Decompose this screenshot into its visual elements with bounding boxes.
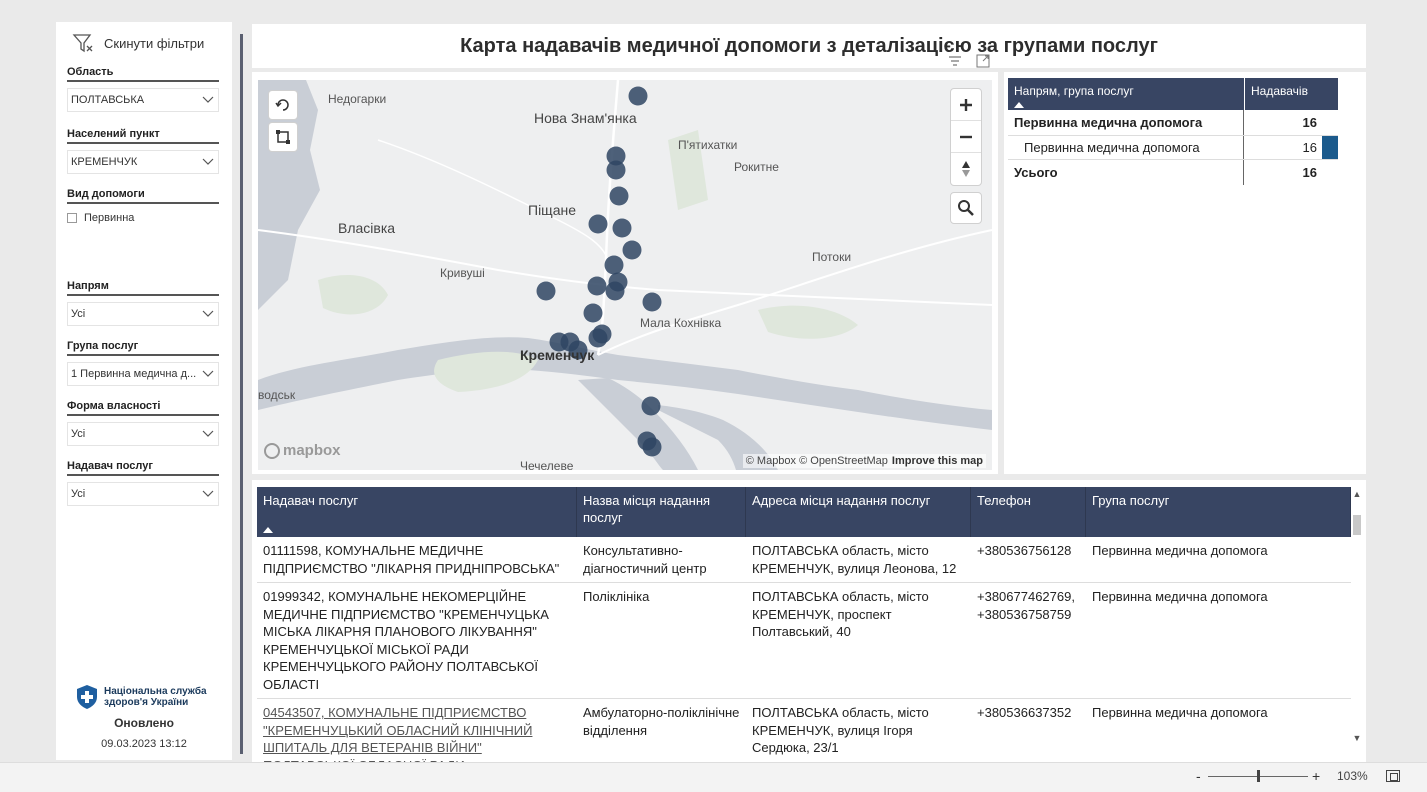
filter-sidebar [56,22,232,760]
provider-point[interactable] [643,438,662,457]
rotate-icon [275,97,291,113]
cell-provider: 01999342, КОМУНАЛЬНЕ НЕКОМЕРЦІЙНЕ МЕДИЧНЕ ПІДПРИЄМСТВО "КРЕМЕНЧУЦЬКА МІСЬКА ЛІКАРНЯ ПЛАНОВОГО ЛІКУВАННЯ" КРЕМЕНЧУЦЬКОЇ МІСЬКОЇ РАДИ КРЕМЕНЧУЦЬКОГО РАЙОНУ ПОЛТАВСЬКОЇ ОБЛАСТІ [263,589,549,692]
chevron-down-icon [202,310,214,318]
mapbox-icon [264,443,280,459]
fit-to-page-icon[interactable] [1386,770,1400,782]
logo-text: Національна служба здоров'я України [104,686,207,708]
provider-point[interactable] [605,256,624,275]
cell-provider: 01111598, КОМУНАЛЬНЕ МЕДИЧНЕ ПІДПРИЄМСТВО "ЛІКАРНЯ ПРИДНІПРОВСЬКА" [263,543,560,576]
cell-address: ПОЛТАВСЬКА область, місто КРЕМЕНЧУК, вулиця Ігоря Сердюка, 23/1 [752,705,929,755]
slicer-provider [67,460,219,506]
slicer-settlement [67,128,219,174]
provider-point[interactable] [589,329,608,348]
provider-value: Усі [71,488,86,500]
attribution-text: © Mapbox © OpenStreetMap [745,455,888,467]
chevron-down-icon [202,96,214,104]
slicer-care-type-title: Вид допомоги [67,188,219,204]
summary-visual [1004,72,1366,474]
summary-row-bar-empty [1322,110,1338,135]
chevron-down-icon [202,158,214,166]
slicer-direction-title: Напрям [67,280,219,296]
chevron-down-icon [202,370,214,378]
summary-row-bar-empty [1322,160,1338,185]
cell-phone: +380677462769, +380536758759 [977,589,1075,622]
cell-place: Амбулаторно-поліклінічне відділення [583,705,740,738]
improve-map-link[interactable]: Improve this map [891,455,983,467]
updated-date: 09.03.2023 13:12 [101,738,187,750]
filter-clear-icon [72,32,94,54]
map-label-nova-znamianka: Нова Знам'янка [534,110,637,126]
mapbox-logo [264,442,341,459]
map-label-nedogarky: Недогарки [328,92,387,106]
provider-point[interactable] [610,187,629,206]
header-place[interactable]: Назва місця надання послуг [577,487,746,537]
region-value: ПОЛТАВСЬКА [71,94,145,106]
report-title-bar [252,24,1366,68]
scroll-thumb[interactable] [1353,515,1361,535]
map-zoom-controls [950,88,982,186]
page-title: Карта надавачів медичної допомоги з деталізацією за групами послуг [460,34,1158,57]
table-scrollbar[interactable] [1351,487,1363,757]
direction-dropdown[interactable] [67,302,219,326]
settlement-value: КРЕМЕНЧУК [71,156,138,168]
slicer-region-title: Область [67,66,219,82]
cell-phone: +380536756128 [977,543,1072,558]
filter-visual-button[interactable] [948,54,962,68]
provider-point[interactable] [642,397,661,416]
cell-address: ПОЛТАВСЬКА область, місто КРЕМЕНЧУК, вулиця Леонова, 12 [752,543,957,576]
summary-header-count[interactable]: Надавачів [1244,78,1320,110]
provider-point[interactable] [607,161,626,180]
header-phone[interactable]: Телефон [971,487,1086,537]
summary-row-count: 16 [1302,165,1317,180]
summary-header-group-label: Напрям, група послуг [1014,84,1134,98]
care-type-checkbox[interactable] [67,213,77,223]
updated-label: Оновлено [114,716,174,730]
summary-row-label: Усього [1008,160,1244,185]
zoom-in-button[interactable] [951,89,981,121]
reset-filters-label: Скинути фільтри [104,35,205,51]
cell-group: Первинна медична допомога [1092,589,1268,604]
map-label-piatykhatky: П'ятихатки [678,138,738,152]
provider-point[interactable] [606,282,625,301]
slicer-service-group-title: Група послуг [67,340,219,356]
search-icon [957,199,975,217]
summary-row-count: 16 [1302,115,1317,130]
header-group[interactable]: Група послуг [1086,487,1351,537]
ownership-dropdown[interactable] [67,422,219,446]
table-row[interactable] [257,537,1351,583]
status-bar [0,762,1427,792]
scroll-down-icon[interactable]: ▼ [1352,733,1362,743]
table-header [257,487,1351,537]
zoom-in-control[interactable]: + [1312,768,1321,784]
scroll-up-icon[interactable]: ▲ [1352,489,1362,499]
summary-row-bar [1322,136,1338,159]
map-select-button[interactable] [268,122,298,152]
provider-point[interactable] [589,215,608,234]
summary-header-spacer [1320,78,1338,110]
minus-icon [959,130,973,144]
provider-point[interactable] [629,87,648,106]
map-canvas[interactable] [258,80,992,473]
cell-address: ПОЛТАВСЬКА область, місто КРЕМЕНЧУК, проспект Полтавський, 40 [752,589,929,639]
chevron-down-icon [202,430,214,438]
zoom-level: 103% [1337,769,1368,783]
slicer-direction [67,280,219,326]
map-attribution [743,454,986,468]
map-label-chechelevo: Чечелеве [520,459,574,473]
summary-row-direction[interactable] [1008,110,1338,135]
map-label-potoky: Потоки [812,250,852,264]
compass-button[interactable] [951,153,981,185]
summary-row-label: Первинна медична допомога [1008,110,1244,135]
visual-header [948,54,990,68]
provider-point[interactable] [613,219,632,238]
sort-ascending-icon [1014,102,1024,108]
map-visual [252,72,998,474]
nszu-logo [76,684,214,710]
lasso-select-icon [275,129,291,145]
slicer-ownership [67,400,219,446]
direction-value: Усі [71,308,86,320]
provider-point[interactable] [643,293,662,312]
slicer-ownership-title: Форма власності [67,400,219,416]
service-group-value: 1 Первинна медична д... [71,368,197,380]
zoom-out-button[interactable] [951,121,981,153]
map-label-mala-kokhnivka: Мала Кохнівка [640,316,722,330]
table-row[interactable] [257,583,1351,699]
zoom-out-control[interactable]: - [1196,768,1201,784]
cell-phone: +380536637352 [977,705,1072,720]
mapbox-label: mapbox [283,442,341,459]
header-address[interactable]: Адреса місця надання послуг [746,487,971,537]
map-label-vodsk: водськ [258,388,296,402]
expand-icon [976,54,990,68]
ownership-value: Усі [71,428,86,440]
reset-filters-button[interactable] [72,32,204,54]
service-group-dropdown[interactable] [67,362,219,386]
focus-mode-button[interactable] [976,54,990,68]
summary-header [1008,78,1338,110]
map-label-vlasivka: Власівка [338,220,396,236]
provider-point[interactable] [537,282,556,301]
cell-place: Консультативно-діагностичний центр [583,543,707,576]
map-rotate-button[interactable] [268,90,298,120]
header-provider-label: Надавач послуг [263,493,359,508]
cell-place: Поліклініка [583,589,650,604]
compass-icon [960,160,972,178]
sort-ascending-icon [263,527,273,533]
care-type-option[interactable] [67,212,219,224]
summary-row-count: 16 [1302,140,1317,155]
provider-point[interactable] [584,304,603,323]
region-dropdown[interactable] [67,88,219,112]
summary-row-group[interactable] [1008,135,1338,160]
chevron-down-icon [202,490,214,498]
map-label-rokytne: Рокитне [734,160,779,174]
provider-point[interactable] [623,241,642,260]
slicer-care-type [67,188,219,224]
slicer-service-group [67,340,219,386]
provider-table [257,487,1351,757]
summary-row-total [1008,160,1338,185]
map-base-layer [258,80,992,470]
provider-dropdown[interactable] [67,482,219,506]
header-provider[interactable] [257,487,577,537]
map-label-kryvushi: Кривуші [440,266,485,280]
zoom-slider-thumb[interactable] [1257,770,1260,782]
detail-visual [252,480,1366,762]
cell-group: Первинна медична допомога [1092,705,1268,720]
provider-link[interactable]: 04543507, КОМУНАЛЬНЕ ПІДПРИЄМСТВО "КРЕМЕНЧУЦЬКИЙ ОБЛАСНИЙ КЛІНІЧНИЙ ШПИТАЛЬ ДЛЯ ВЕТЕРАНІВ ВІЙНИ" [263,705,533,755]
summary-table [1008,78,1338,185]
map-label-pishchane: Піщане [528,202,576,218]
filter-lines-icon [948,54,962,68]
summary-row-label: Первинна медична допомога [1008,136,1244,159]
slicer-provider-title: Надавач послуг [67,460,219,476]
map-search-button[interactable] [950,192,982,224]
slicer-region [67,66,219,112]
plus-icon [959,98,973,112]
settlement-dropdown[interactable] [67,150,219,174]
care-type-option-label: Первинна [84,212,135,224]
shield-cross-icon [76,684,98,710]
summary-header-group[interactable] [1008,78,1244,110]
map-label-kremenchuk: Кременчук [520,347,595,363]
provider-point[interactable] [588,277,607,296]
sidebar-divider [240,34,243,754]
cell-group: Первинна медична допомога [1092,543,1268,558]
slicer-settlement-title: Населений пункт [67,128,219,144]
